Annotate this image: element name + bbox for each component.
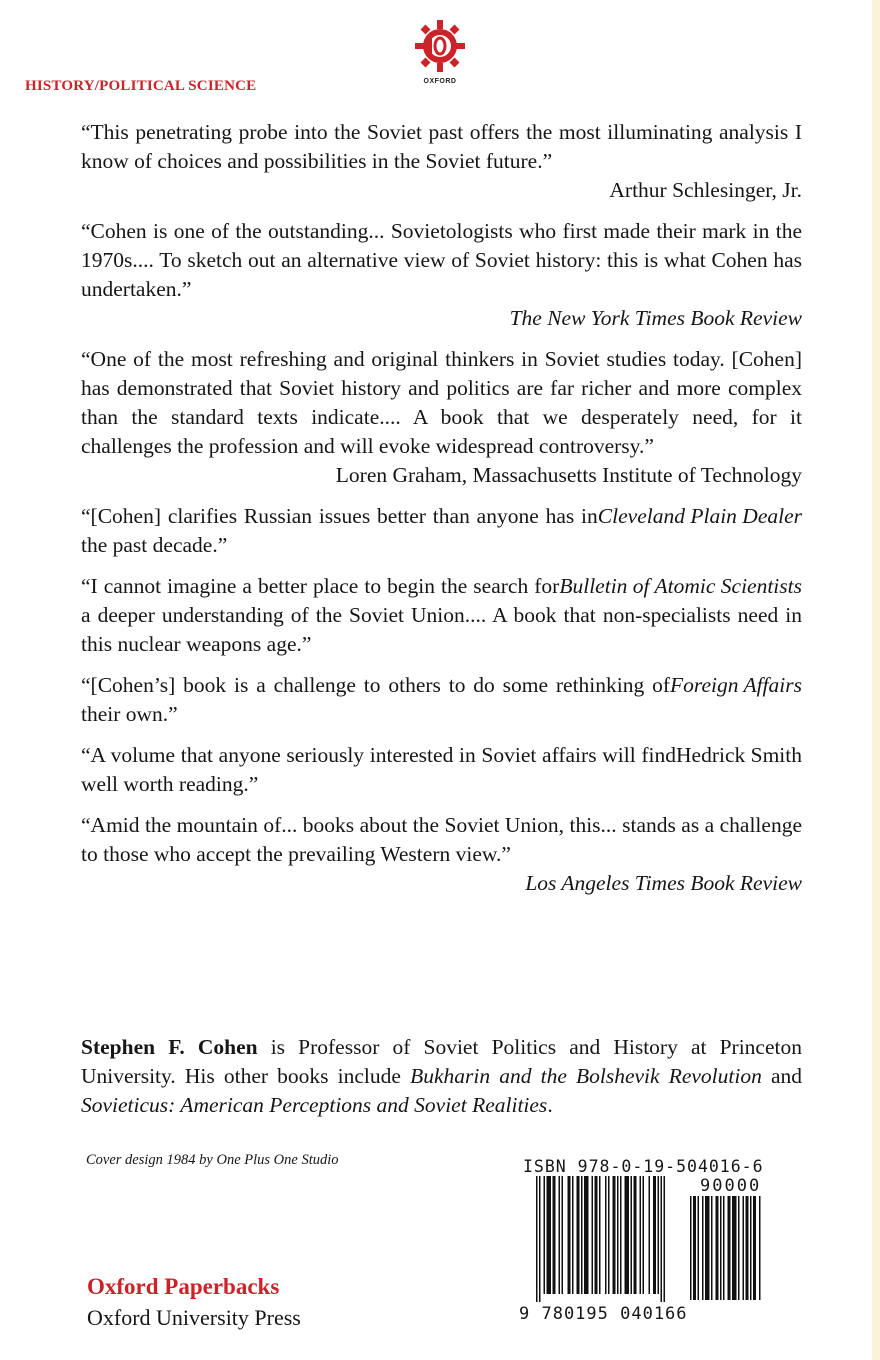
barcode-bar [661,1176,663,1302]
isbn-number: ISBN 978-0-19-504016-6 [523,1157,764,1176]
barcode-bar [559,1176,561,1294]
barcode-bar [653,1176,656,1294]
barcode-bar [553,1176,556,1294]
quote-graham [81,345,802,490]
quote-block [81,572,802,659]
quote-block [81,502,802,560]
barcode-bar [577,1176,580,1294]
barcode-bar [738,1196,740,1300]
barcode-digits: 9 780195 040166 [519,1304,688,1324]
barcode-bar [539,1176,541,1302]
quote-text: “This penetrating probe into the Soviet past offers the most illuminating analysis I know of choices and possibilities in the Soviet future.” [81,120,802,173]
barcode-bar [753,1196,756,1300]
barcode-bar [620,1176,622,1294]
barcode-bar [547,1176,552,1294]
barcode-bar [613,1176,616,1294]
barcode-bar [723,1196,725,1300]
barcode-bar [750,1196,752,1300]
quote-hedrick-smith [81,741,802,799]
quote-source: Bulletin of Atomic Scientists [559,574,802,598]
barcode-bar [658,1176,660,1294]
quote-text: “A volume that anyone seriously interested in Soviet affairs will find well worth reading.” [81,743,676,796]
barcode-bar [608,1176,610,1294]
barcode-bar [716,1196,719,1300]
quote-text: “[Cohen’s] book is a challenge to others to do some rethinking of their own.” [81,673,670,726]
quote-source: Loren Graham, Massachusetts Institute of Technology [335,463,802,487]
review-quotes [81,118,802,910]
quote-plain-dealer [81,502,802,560]
barcode-bar [634,1176,637,1294]
addon-barcode-icon [690,1196,786,1306]
quote-source: Los Angeles Times Book Review [525,871,802,895]
barcode-bar [732,1196,737,1300]
ean-barcode-icon [536,1176,682,1302]
book-title: Sovieticus: American Perceptions and Soviet Realities [81,1093,548,1117]
barcode-bar [625,1176,630,1294]
barcode-bar [720,1196,722,1300]
price-addon-number: 90000 [700,1176,762,1196]
quote-la-times [81,811,802,898]
barcode-bar [562,1176,564,1294]
quote-text: “I cannot imagine a better place to begin the search for a deeper understanding of the Soviet Union.... A book that non-specialists need in this nuclear weapons age.” [81,574,802,656]
quote-source: The New York Times Book Review [509,306,802,330]
series-name: Oxford Paperbacks [87,1274,280,1299]
barcode-bar [743,1196,745,1300]
quote-source: Hedrick Smith [676,743,802,767]
barcode-bar [572,1176,574,1294]
barcode-bar [705,1196,710,1300]
logo-caption: OXFORD [423,78,457,85]
barcode-bar [746,1196,749,1300]
quote-text: “Cohen is one of the outstanding... Sovietologists who first made their mark in the 1970s.... To sketch out an alternative view of Soviet history: this is what Cohen has undertaken.” [81,219,802,301]
barcode-bar [640,1176,642,1294]
barcode-bar [728,1196,731,1300]
barcode-bar [568,1176,571,1294]
quote-block [81,741,802,799]
barcode-bar [581,1176,583,1294]
barcode-bar [592,1176,594,1294]
quote-text: “[Cohen] clarifies Russian issues better than anyone has in the past decade.” [81,504,598,557]
quote-source: Arthur Schlesinger, Jr. [609,178,802,202]
bio-text: is Professor of Soviet Politics and History at Princeton University. His other books include [81,1035,802,1088]
bio-text: and [761,1064,803,1088]
quote-nyt [81,217,802,333]
bio-text: . [547,1093,553,1117]
quote-source: Foreign Affairs [670,673,802,697]
quote-schlesinger [81,118,802,205]
cover-design-credit: Cover design 1984 by One Plus One Studio [86,1152,339,1168]
barcode-bar [617,1176,619,1294]
barcode-bar [649,1176,651,1294]
author-name: Stephen F. Cohen [81,1035,258,1059]
publisher-name: Oxford University Press [87,1305,301,1330]
barcode-bar [702,1196,704,1300]
quote-block [81,671,802,729]
barcode-bar [664,1176,666,1302]
barcode-bar [711,1196,713,1300]
page-edge [872,0,880,1360]
barcode-bar [599,1176,601,1294]
barcode-bar [584,1176,589,1294]
quote-text: “One of the most refreshing and original thinkers in Soviet studies today. [Cohen] has demonstrated that Soviet history and politics are far richer and more complex than the standard texts indicate.... A book that we desperately need, for it challenges the profession and will evoke widespread controversy.” [81,347,802,458]
barcode-bar [536,1176,538,1302]
barcode-bar [544,1176,546,1294]
barcode-bar [595,1176,598,1294]
quote-text: “Amid the mountain of... books about the Soviet Union, this... stands as a challenge to those who accept the prevailing Western view.” [81,813,802,866]
author-bio [81,1033,802,1120]
quote-source: Cleveland Plain Dealer [597,504,802,528]
book-title: Bukharin and the Bolshevik Revolution [410,1064,762,1088]
barcode-bar [698,1196,700,1300]
barcode-bar [690,1196,692,1300]
barcode-bar [693,1196,696,1300]
quote-bulletin [81,572,802,659]
barcode-bar [759,1196,761,1300]
barcode-bar [631,1176,633,1294]
barcode-bar [643,1176,645,1294]
barcode-bar [605,1176,607,1294]
quote-foreign-affairs [81,671,802,729]
category-label: HISTORY/POLITICAL SCIENCE [25,78,257,94]
